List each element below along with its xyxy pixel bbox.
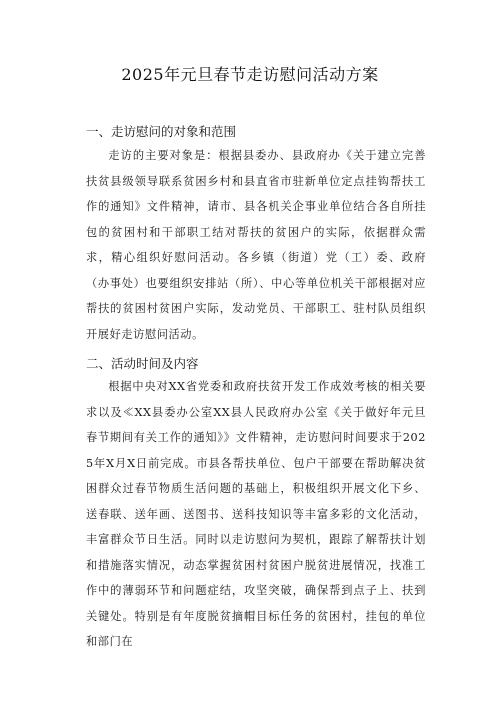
section-paragraph-2: 根据中央对XX省党委和政府扶贫开发工作成效考核的相关要求以及≪XX县委办公室XX县人民政府办公室《关于做好年元旦春节期间有关工作的通知》》文件精神，走访慰问时间要求于2025年X月X日前完成。市县各帮扶单位、包户干部要在帮助解决贫困群众过春节物质生活问题的基础上，积极组织开展文化下乡、送春联、送年画、送图书、送科技知识等丰富多彩的文化活动，丰富群众节日生活。同时以走访慰问为契机，跟踪了解帮扶计划和措施落实情况，动态掌握贫困村贫困户脱贫进展情况，找准工作中的薄弱环节和问题症结，攻坚突破，确保帮到点子上、扶到关键处。特别是有年度脱贫摘帽目标任务的贫困村，挂包的单位和部门在 — [86, 380, 426, 648]
document-title: 2025年元旦春节走访慰问活动方案 — [121, 65, 379, 84]
section-heading-2: 二、活动时间及内容 — [86, 356, 199, 371]
section-heading-1: 一、走访慰问的对象和范围 — [86, 124, 237, 139]
section-paragraph-1: 走访的主要对象是：根据县委办、县政府办《关于建立完善扶贫县级领导联系贫困乡村和县直省市驻新单位定点挂钩帮扶工作的通知》文件精神，请市、县各机关企事业单位结合各自所挂包的贫困村和干部职工结对帮扶的贫困户的实际，依据群众需求，精心组织好慰问活动。各乡镇（街道）党（工）委、政府（办事处）也要组织安排站（所）、中心等单位机关干部根据对应帮扶的贫困村贫困户实际，发动党员、干部职工、驻村队员组织开展好走访慰问活动。 — [86, 149, 426, 341]
